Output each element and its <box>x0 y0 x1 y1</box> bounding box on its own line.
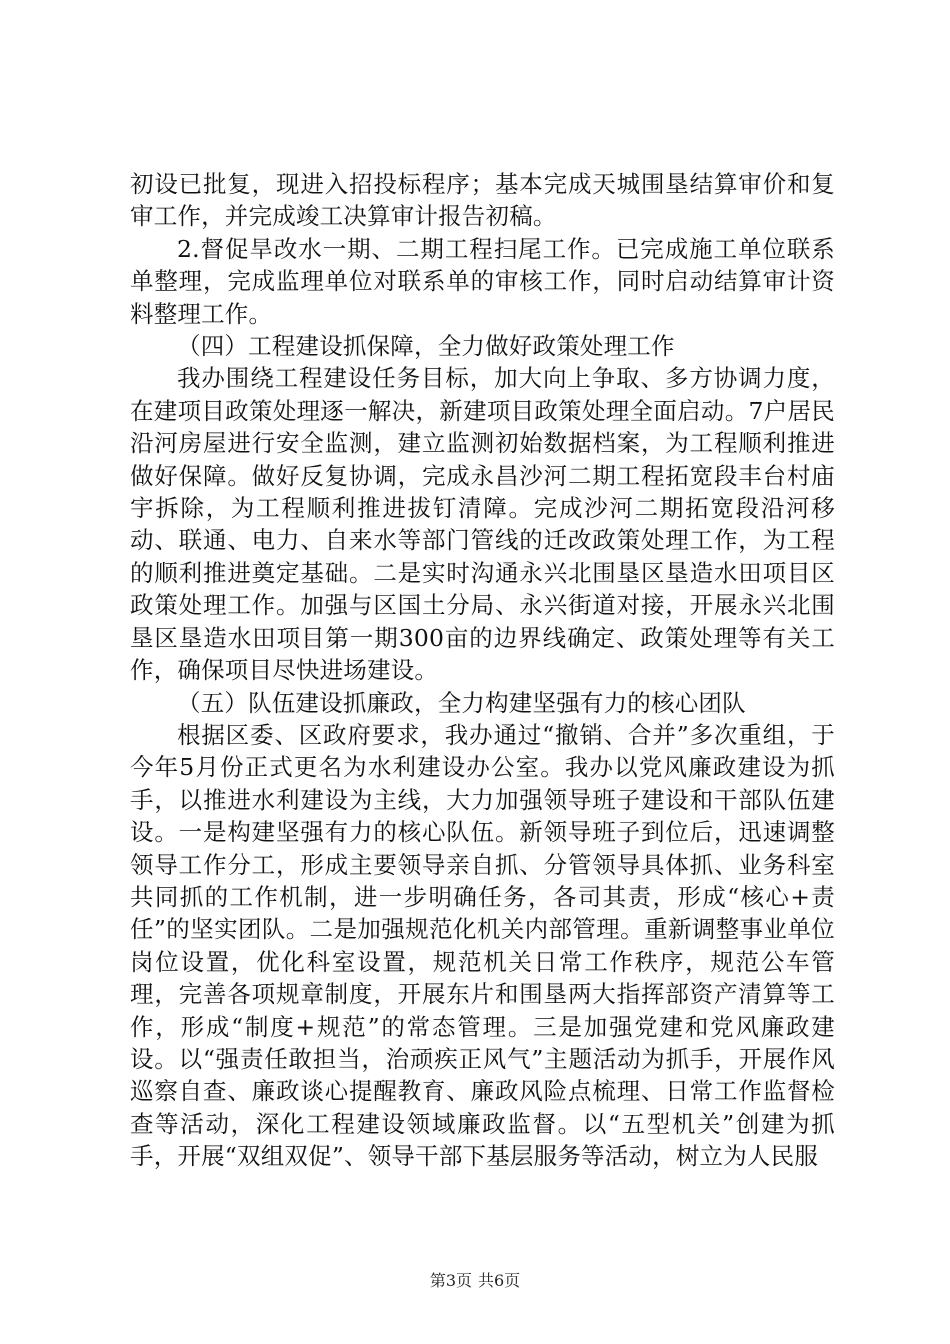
paragraph-4: 根据区委、区政府要求，我办通过“撤销、合并”多次重组，于今年5月份正式更名为水利建设办公室。我办以党风廉政建设为抓手，以推进水利建设为主线，大力加强领导班子建设和干部队伍建设。一是构建坚强有力的核心队伍。新领导班子到位后，迅速调整领导工作分工，形成主要领导亲自抓、分管领导具体抓、业务科室共同抓的工作机制，进一步明确任务，各司其责，形成“核心+责任”的坚实团队。二是加强规范化机关内部管理。重新调整事业单位岗位设置，优化科室设置，规范机关日常工作秩序，规范公车管理，完善各项规章制度，开展东片和围垦两大指挥部资产清算等工作，形成“制度+规范”的常态管理。三是加强党建和党风廉政建设。以“强责任敢担当，治顽疾正风气”主题活动为抓手，开展作风巡察自查、廉政谈心提醒教育、廉政风险点梳理、日常工作监督检查等活动，深化工程建设领域廉政监督。以“五型机关”创建为抓手，开展“双组双促”、领导干部下基层服务等活动，树立为人民服 <box>130 720 835 1171</box>
page-footer <box>0 1268 950 1291</box>
page-number: 第3页 <box>429 1271 472 1290</box>
document-body <box>130 168 835 1173</box>
section-heading-4: （四）工程建设抓保障，全力做好政策处理工作 <box>177 332 675 361</box>
paragraph-2: 2.督促旱改水一期、二期工程扫尾工作。已完成施工单位联系单整理，完成监理单位对联系单的审核工作，同时启动结算审计资料整理工作。 <box>130 234 835 328</box>
paragraph-1: 初设已批复，现进入招投标程序；基本完成天城围垦结算审价和复审工作，并完成竣工决算审计报告初稿。 <box>130 170 835 231</box>
page-total: 共6页 <box>478 1271 521 1290</box>
paragraph-3: 我办围绕工程建设任务目标，加大向上争取、多方协调力度，在建项目政策处理逐一解决，新建项目政策处理全面启动。7户居民沿河房屋进行安全监测，建立监测初始数据档案，为工程顺利推进做好保障。做好反复协调，完成永昌沙河二期工程拓宽段丰台村庙宇拆除，为工程顺利推进拔钉清障。完成沙河二期拓宽段沿河移动、联通、电力、自来水等部门管线的迁改政策处理工作，为工程的顺利推进奠定基础。二是实时沟通永兴北围垦区垦造水田项目区政策处理工作。加强与区国土分局、永兴街道对接，开展永兴北围垦区垦造水田项目第一期300亩的边界线确定、政策处理等有关工作，确保项目尽快进场建设。 <box>130 364 835 685</box>
section-heading-5: （五）队伍建设抓廉政，全力构建坚强有力的核心团队 <box>177 688 746 717</box>
